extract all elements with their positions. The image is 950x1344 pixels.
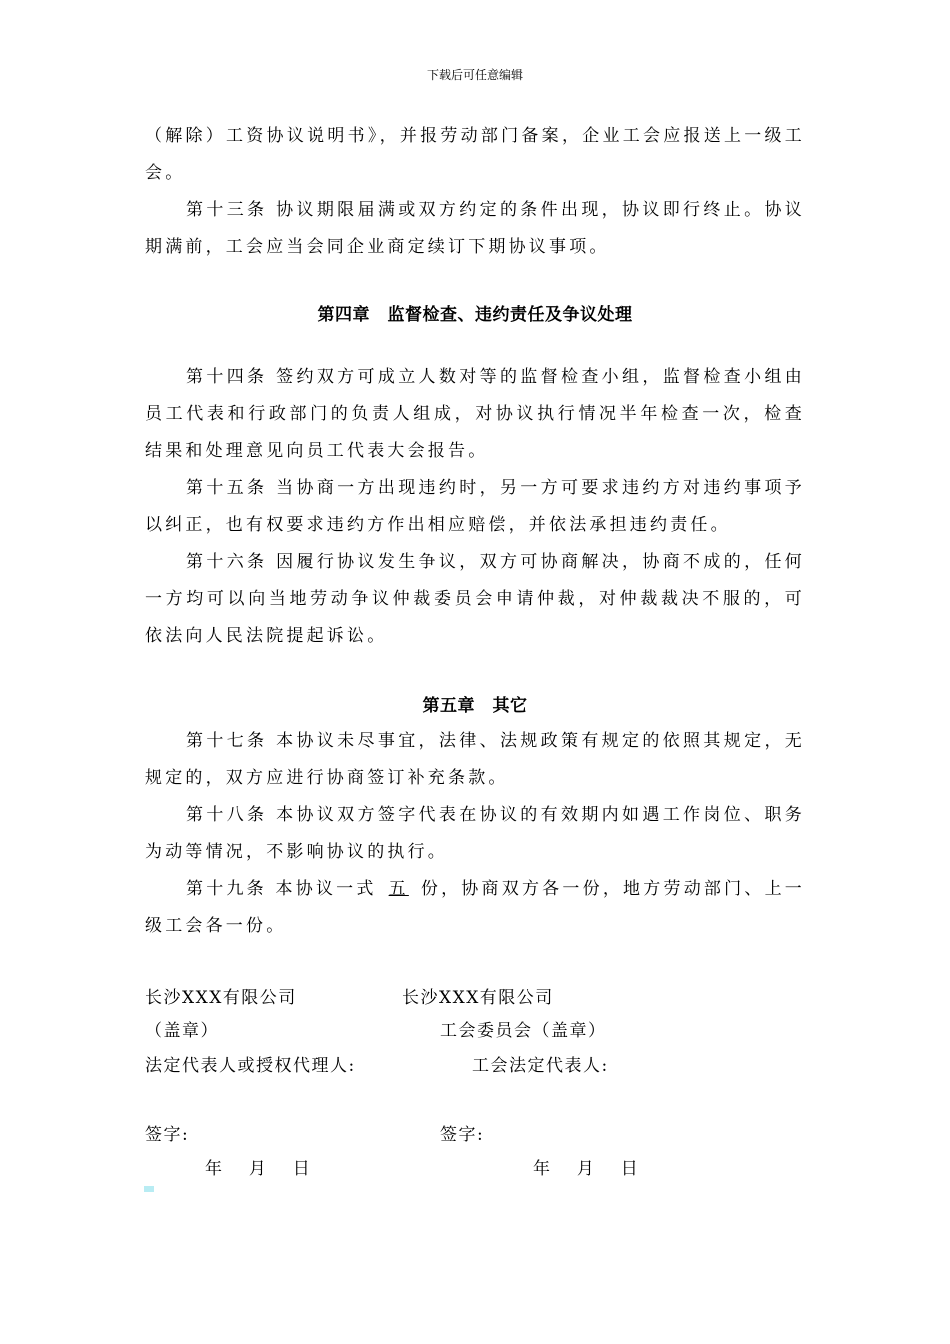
article-19-text-before: 第十九条 本协议一式 [186,879,377,899]
left-date-line: 年 月 日 [205,1159,312,1179]
copies-count-blank: 五 [388,879,409,899]
right-representative-label: 工会法定代表人: [472,1056,609,1076]
article-18: 第十八条 本协议双方签字代表在协议的有效期内如遇工作岗位、职务为动等情况，不影响协议的执行。 [145,805,805,862]
document-body [145,118,805,945]
right-date-line: 年 月 日 [533,1159,640,1179]
article-14: 第十四条 签约双方可成立人数对等的监督检查小组，监督检查小组由员工代表和行政部门的负责人组成，对协议执行情况半年检查一次，检查结果和处理意见向员工代表大会报告。 [145,367,805,461]
cursor-marker [144,1186,154,1192]
right-company-name: 长沙XXX有限公司 [402,988,554,1008]
article-15: 第十五条 当协商一方出现违约时，另一方可要求违约方对违约事项予以纠正，也有权要求违约方作出相应赔偿，并依法承担违约责任。 [145,478,805,535]
chapter-4-title: 第四章 监督检查、违约责任及争议处理 [317,305,633,325]
page-header: 下载后可任意编辑 [426,68,523,82]
left-representative-label: 法定代表人或授权代理人: [145,1056,356,1076]
left-company-name: 长沙XXX有限公司 [145,988,297,1008]
chapter-5-title: 第五章 其它 [422,696,528,716]
left-seal-label: （盖章） [145,1021,219,1041]
article-13: 第十三条 协议期限届满或双方约定的条件出现，协议即行终止。协议期满前，工会应当会同企业商定续订下期协议事项。 [145,200,805,257]
article-19 [145,871,805,945]
article-19-text-after: 份，协商双方各一份，地方劳动部门、上一级工会各一份。 [145,879,806,936]
left-signature-label: 签字: [145,1125,190,1145]
article-16: 第十六条 因履行协议发生争议，双方可协商解决，协商不成的，任何一方均可以向当地劳动争议仲裁委员会申请仲裁，对仲裁裁决不服的，可依法向人民法院提起诉讼。 [145,552,805,646]
right-seal-label: 工会委员会（盖章） [440,1021,607,1041]
paragraph-continuation: （解除）工资协议说明书》，并报劳动部门备案，企业工会应报送上一级工会。 [145,126,805,183]
right-signature-label: 签字: [440,1125,485,1145]
article-17: 第十七条 本协议未尽事宜，法律、法规政策有规定的依照其规定，无规定的，双方应进行协商签订补充条款。 [145,731,805,788]
